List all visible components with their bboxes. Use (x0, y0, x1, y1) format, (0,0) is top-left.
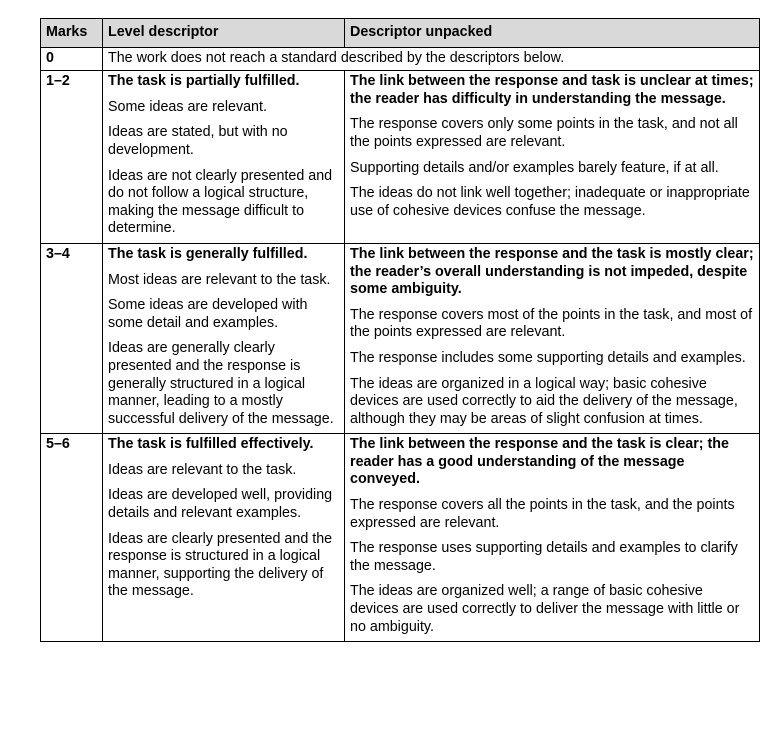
header-level-descriptor: Level descriptor (103, 19, 345, 48)
level-point: Ideas are clearly presented and the response is structured in a logical manner, supporting the delivery of the message. (108, 530, 333, 600)
table-row-1-2 (41, 71, 760, 244)
assessment-rubric-table (40, 18, 760, 642)
unpacked-point: The response uses supporting details and examples to clarify the message. (350, 540, 738, 574)
level-heading: The task is partially fulfilled. (108, 73, 300, 90)
unpacked-heading: The link between the response and task is unclear at times; the reader has difficulty in understanding the message. (350, 73, 754, 107)
header-descriptor-unpacked: Descriptor unpacked (345, 19, 760, 48)
unpacked-point: Supporting details and/or examples barely feature, if at all. (350, 159, 719, 176)
level-heading: The task is generally fulfilled. (108, 245, 308, 262)
level-point: Ideas are generally clearly presented and the response is generally structured in a logical manner, leading to a mostly successful delivery of the message. (108, 340, 334, 427)
level-point: Some ideas are developed with some detail and examples. (108, 297, 308, 331)
unpacked-heading: The link between the response and the task is mostly clear; the reader’s overall understanding is not impeded, despite some ambiguity. (350, 245, 754, 298)
unpacked-point: The ideas are organized in a logical way; basic cohesive devices are used correctly to aid the delivery of the message, although they may be areas of slight confusion at times. (350, 375, 738, 427)
unpacked-heading: The link between the response and the task is clear; the reader has a good understanding of the message conveyed. (350, 436, 729, 488)
level-descriptor-cell (103, 71, 345, 244)
unpacked-point: The response covers most of the points in the task, and most of the points expressed are relevant. (350, 306, 753, 341)
level-point: Ideas are relevant to the task. (108, 461, 297, 478)
row-zero-text: The work does not reach a standard described by the descriptors below. (103, 47, 760, 71)
unpacked-point: The response covers only some points in the task, and not all the points expressed are relevant. (350, 116, 738, 150)
header-row (41, 19, 760, 48)
unpacked-point: The response includes some supporting details and examples. (350, 349, 746, 366)
level-point: Ideas are stated, but with no development. (108, 124, 288, 158)
table-row-0 (41, 47, 760, 71)
marks-cell: 5–6 (41, 434, 103, 642)
level-point: Ideas are not clearly presented and do not follow a logical structure, making the message difficult to determine. (108, 167, 333, 237)
level-descriptor-cell (103, 243, 345, 433)
marks-cell: 3–4 (41, 243, 103, 433)
level-heading: The task is fulfilled effectively. (108, 436, 314, 453)
unpacked-point: The response covers all the points in the task, and the points expressed are relevant. (350, 497, 735, 531)
table-row-3-4 (41, 243, 760, 433)
header-marks: Marks (41, 19, 103, 48)
unpacked-point: The ideas are organized well; a range of basic cohesive devices are used correctly to deliver the message with little or no ambiguity. (350, 583, 740, 635)
descriptor-unpacked-cell (345, 434, 760, 642)
marks-cell: 0 (41, 47, 103, 71)
descriptor-unpacked-cell (345, 243, 760, 433)
level-descriptor-cell (103, 434, 345, 642)
rubric-container (40, 18, 760, 642)
level-point: Ideas are developed well, providing details and relevant examples. (108, 487, 333, 522)
level-point: Most ideas are relevant to the task. (108, 271, 331, 288)
level-point: Some ideas are relevant. (108, 98, 267, 115)
marks-cell: 1–2 (41, 71, 103, 244)
descriptor-unpacked-cell (345, 71, 760, 244)
table-row-5-6 (41, 434, 760, 642)
unpacked-point: The ideas do not link well together; inadequate or inappropriate use of cohesive devices confuse the message. (350, 185, 750, 219)
